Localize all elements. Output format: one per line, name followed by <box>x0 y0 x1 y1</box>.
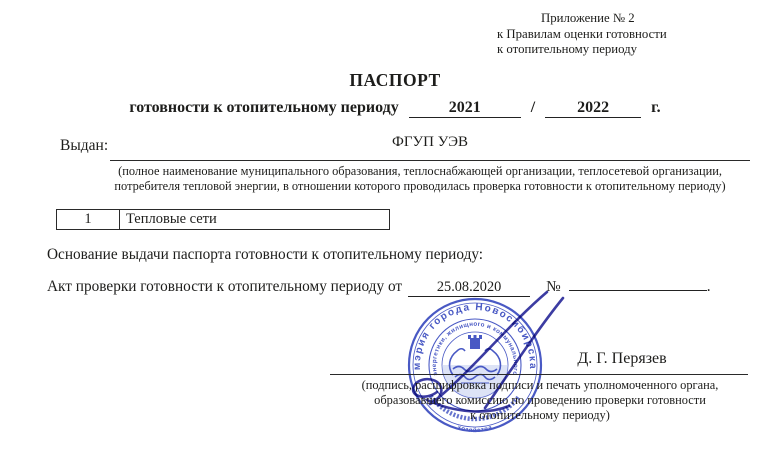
signature-underline <box>330 374 748 375</box>
caption-line: (полное наименование муниципального образования, теплоснабжающей организации, теплосетевой организации, <box>118 164 722 178</box>
caption-line: (подпись, расшифровка подписи и печать уполномоченного органа, <box>361 378 719 392</box>
organization-name: ФГУП УЭВ <box>391 134 469 150</box>
act-prefix: Акт проверки готовности к отопительному периоду от <box>47 278 403 295</box>
sentence-end: . <box>706 278 711 295</box>
year-from-field: 2021 <box>409 99 521 118</box>
annex-reference <box>497 11 749 58</box>
stamp-outer-ring-text: мэрия города Новосибирска <box>411 301 539 371</box>
caption-line: к отопительному периоду) <box>470 407 610 422</box>
document-subtitle <box>40 99 750 118</box>
annex-line: к отопительному периоду <box>497 42 638 57</box>
organization-caption <box>82 164 758 194</box>
signer-name: Д. Г. Перязев <box>577 350 667 367</box>
table-cell-number: 1 <box>57 210 120 229</box>
year-to-field: 2022 <box>545 99 641 118</box>
year-suffix: г. <box>651 99 661 116</box>
objects-table <box>56 209 390 230</box>
stamp-inner-ring-text: энергетики, жилищного и коммунального <box>430 320 520 377</box>
signature-caption <box>339 378 741 422</box>
basis-heading: Основание выдачи паспорта готовности к отопительному периоду: <box>47 246 484 263</box>
annex-line: к Правилам оценки готовности <box>497 26 667 41</box>
document-title: ПАСПОРТ <box>349 70 441 90</box>
caption-line: потребителя тепловой энергии, в отношении которого проводилась проверка готовности к отопительному периоду) <box>114 179 726 193</box>
caption-line: образовавшего комиссию по проведению проверки готовности <box>374 392 706 407</box>
table-cell-name: Тепловые сети <box>126 211 217 227</box>
annex-line: Приложение № 2 <box>541 11 635 25</box>
organization-underline <box>110 160 750 161</box>
act-row <box>47 278 711 297</box>
act-date-field: 25.08.2020 <box>408 279 530 297</box>
year-separator: / <box>530 99 536 116</box>
subtitle-text: готовности к отопительному периоду <box>129 99 399 116</box>
act-number-label: № <box>546 278 561 295</box>
issued-label: Выдан: <box>60 137 109 154</box>
stamp-inner-ring-bottom-text: хозяйства <box>456 423 494 435</box>
